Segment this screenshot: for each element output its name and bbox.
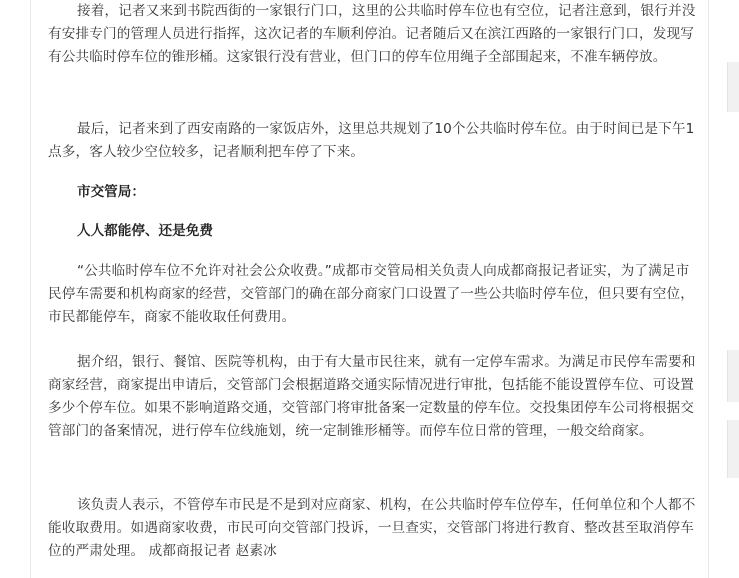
article-paragraph: “公共临时停车位不允许对社会公众收费。”成都市交管局相关负责人向成都商报记者证实，为了满足市民停车需要和机构商家的经营，交管部门的确在部分商家门口设置了一些公共临时停车位，但只要有空位，市民都能停车，商家不能收取任何费用。 [48,263,694,325]
article-paragraph: 该负责人表示，不管停车市民是不是到对应商家、机构，在公共临时停车位停车，任何单位和个人都不能收取费用。如遇商家收费，市民可向交管部门投诉，一旦查实，交管部门将进行教育、整改甚至取消停车位的严肃处理。 成都商报记者 赵素冰 [48,497,696,559]
sidebar-edge-tab[interactable] [727,420,739,478]
section-heading: 市交管局： [77,184,145,200]
article-paragraph: 据介绍，银行、餐馆、医院等机构，由于有大量市民往来，就有一定停车需求。为满足市民停车需要和商家经营，商家提出申请后，交管部门会根据道路交通实际情况进行审批，包括能不能设置停车位、可设置多少个停车位。如果不影响道路交通，交管部门将审批备案一定数量的停车位。交投集团停车公司将根据交管部门的备案情况，进行停车位线施划，统一定制锥形桶等。而停车位日常的管理，一般交给商家。 [48,354,696,439]
sidebar-edge-tab[interactable] [727,62,739,112]
content-left-border [30,0,31,578]
article-paragraph: 接着，记者又来到书院西街的一家银行门口，这里的公共临时停车位也有空位，记者注意到，银行并没有安排专门的管理人员进行指挥，这次记者的车顺利停泊。记者随后又在滨江西路的一家银行门口，发现写有公共临时停车位的锥形桶。这家银行没有营业，但门口的停车位用绳子全部围起来，不准车辆停放。 [48,3,696,65]
content-right-border [708,0,709,578]
sidebar-edge-tab[interactable] [727,350,739,402]
section-subheading: 人人都能停、还是免费 [77,223,213,239]
article-paragraph: 最后，记者来到了西安南路的一家饭店外，这里总共规划了10个公共临时停车位。由于时间已是下午1点多，客人较少空位较多，记者顺利把车停了下来。 [48,121,695,160]
